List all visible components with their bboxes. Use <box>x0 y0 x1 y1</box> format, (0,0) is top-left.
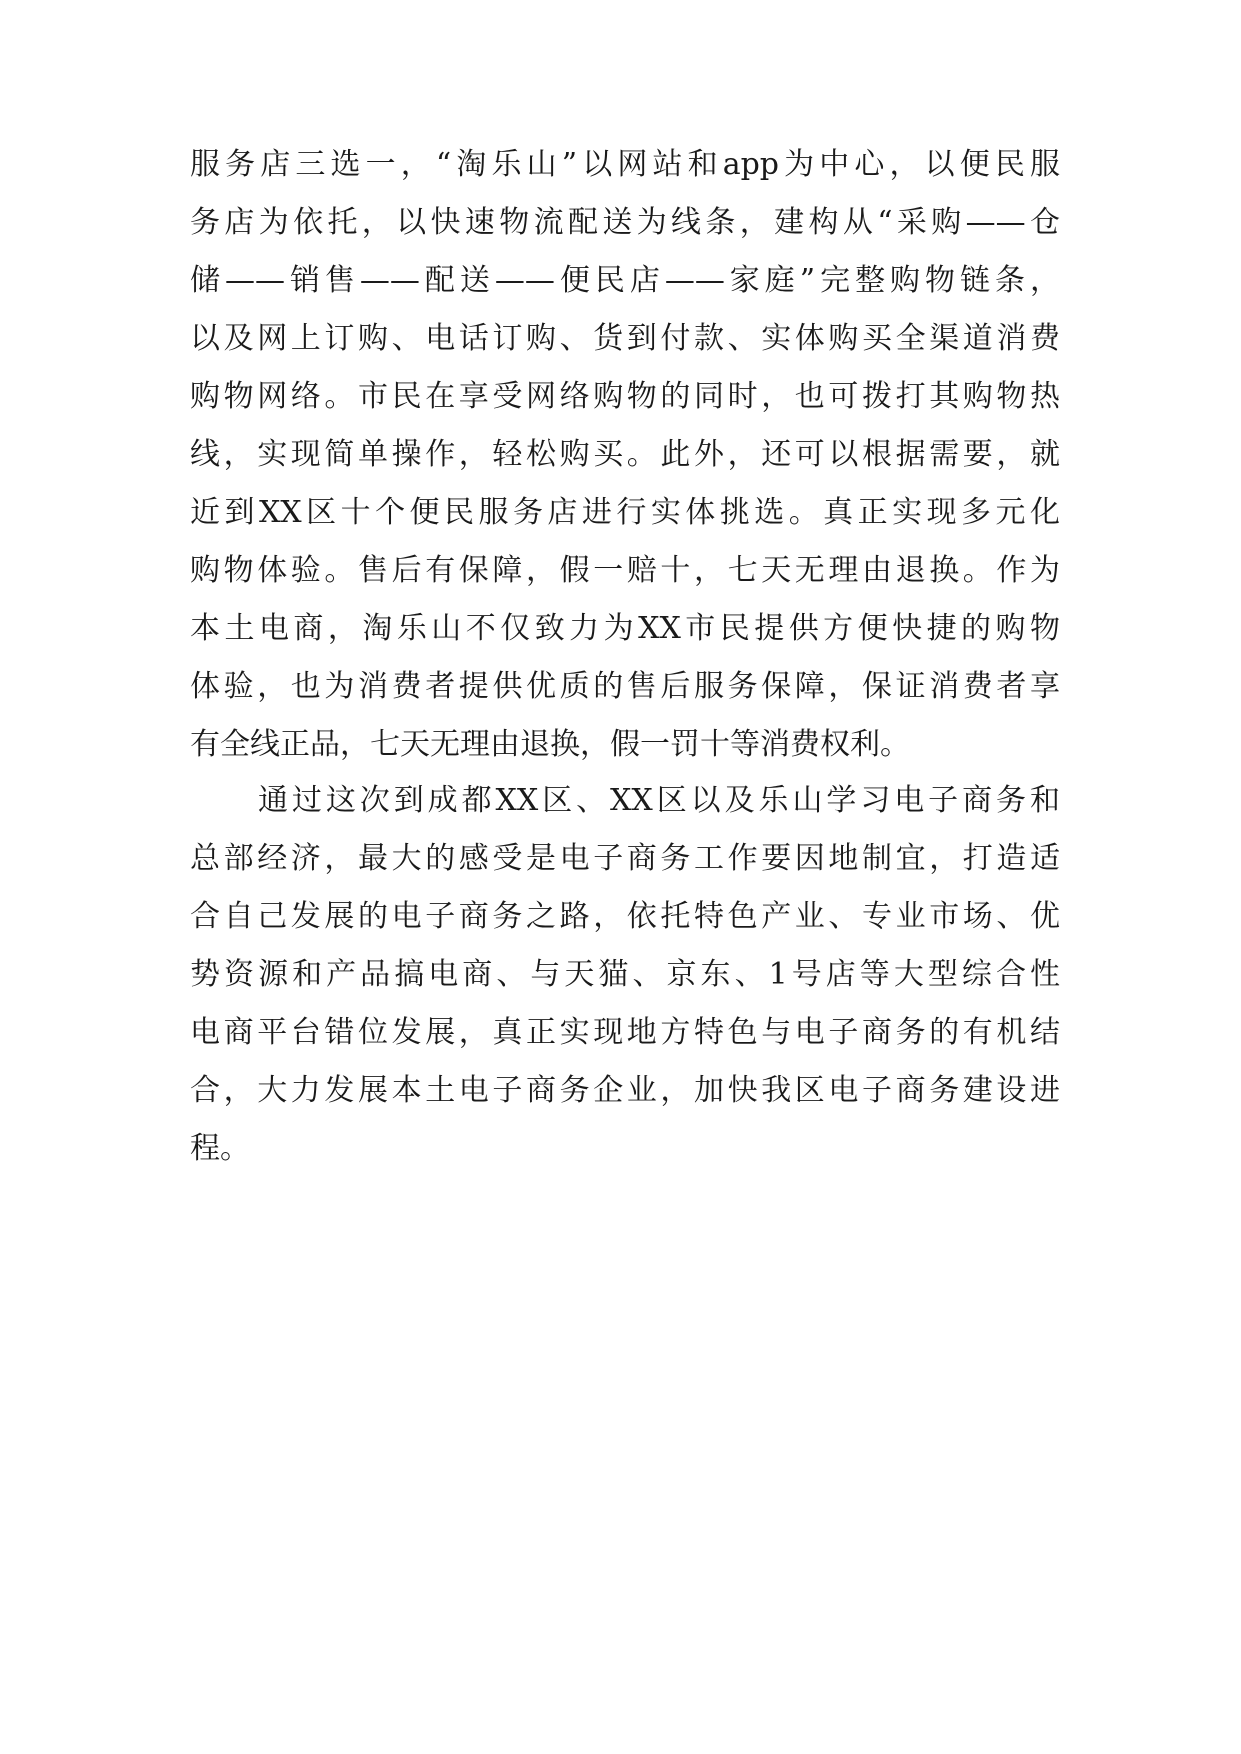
paragraph-line: 总部经济，最大的感受是电子商务工作要因地制宜，打造适 <box>190 841 1060 876</box>
paragraph-line: 服务店三选一，“淘乐山”以网站和app为中心，以便民服 <box>190 147 1060 182</box>
paragraph-line: 电商平台错位发展，真正实现地方特色与电子商务的有机结 <box>190 1015 1060 1050</box>
paragraph-line: 通过这次到成都XX区、XX区以及乐山学习电子商务和 <box>258 783 1060 818</box>
paragraph-line: 以及网上订购、电话订购、货到付款、实体购买全渠道消费 <box>190 321 1060 356</box>
paragraph-line: 合，大力发展本土电子商务企业，加快我区电子商务建设进 <box>190 1073 1060 1108</box>
paragraph-line: 程。 <box>190 1131 250 1166</box>
paragraph-2 <box>190 772 1060 1178</box>
paragraph-line: 购物体验。售后有保障，假一赔十，七天无理由退换。作为 <box>190 553 1060 588</box>
paragraph-line: 储——销售——配送——便民店——家庭”完整购物链条， <box>190 263 1060 298</box>
paragraph-line: 本土电商，淘乐山不仅致力为XX市民提供方便快捷的购物 <box>190 611 1060 646</box>
paragraph-line: 近到XX区十个便民服务店进行实体挑选。真正实现多元化 <box>190 495 1060 530</box>
paragraph-line: 线，实现简单操作，轻松购买。此外，还可以根据需要，就 <box>190 437 1060 472</box>
paragraph-line: 务店为依托，以快速物流配送为线条，建构从“采购——仓 <box>190 205 1060 240</box>
paragraph-line: 体验，也为消费者提供优质的售后服务保障，保证消费者享 <box>190 669 1060 704</box>
paragraph-line: 势资源和产品搞电商、与天猫、京东、1号店等大型综合性 <box>190 957 1060 992</box>
paragraph-line: 合自己发展的电子商务之路，依托特色产业、专业市场、优 <box>190 899 1060 934</box>
paragraph-1 <box>190 136 1060 774</box>
paragraph-line: 购物网络。市民在享受网络购物的同时，也可拨打其购物热 <box>190 379 1060 414</box>
paragraph-line: 有全线正品，七天无理由退换，假一罚十等消费权利。 <box>190 727 910 762</box>
